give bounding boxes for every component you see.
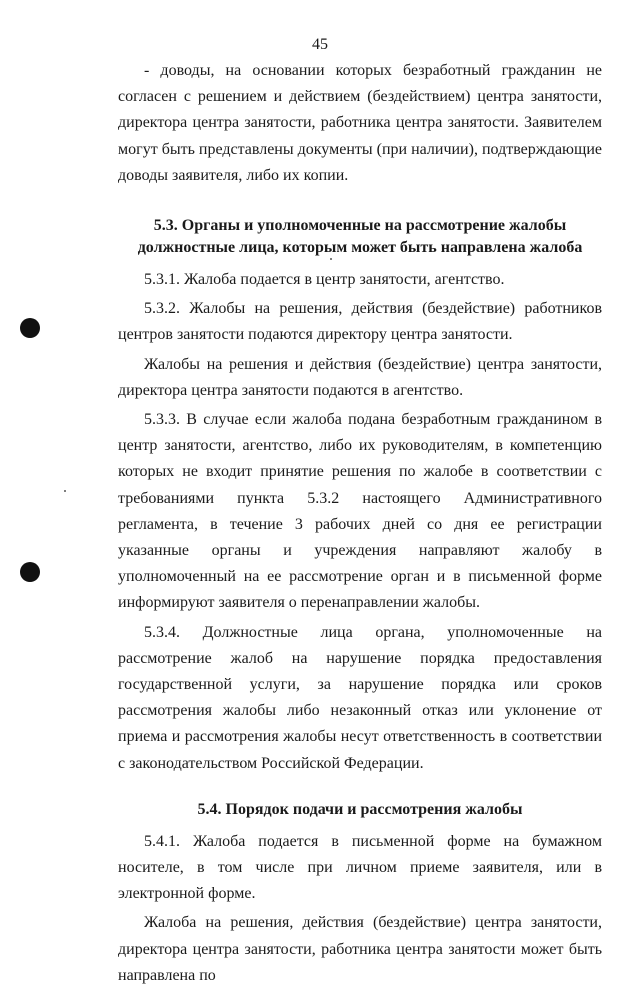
page-number: 45 [312, 36, 328, 53]
punch-hole [20, 318, 40, 338]
punch-hole [20, 562, 40, 582]
paragraph: 5.3.3. В случае если жалоба подана безработным гражданином в центр занятости, агентство, либо их руководителям, в компетенцию которых не входит принятие решения по жалобе в соответствии с требованиями пункта 5.3.2 настоящего Административного регламента, в течение 3 рабочих дней со дня ее регистрации указанные органы и учреждения направляют жалобу в уполномоченный на ее рассмотрение орган и в письменной форме информируют заявителя о перенаправлении жалобы. [118, 411, 602, 612]
paragraph: 5.3.1. Жалоба подается в центр занятости, агентство. [144, 271, 505, 289]
section-heading: 5.4. Порядок подачи и рассмотрения жалобы [197, 800, 523, 818]
document-body [118, 58, 602, 989]
paragraph: 5.3.2. Жалобы на решения, действия (бездействие) работников центров занятости подаются директору центра занятости. [118, 300, 602, 344]
section-heading: 5.3. Органы и уполномоченные на рассмотрение жалобы должностные лица, которым может быть направлена жалоба [137, 217, 583, 257]
paragraph: 5.3.4. Должностные лица органа, уполномоченные на рассмотрение жалоб на нарушение порядка предоставления государственной услуги, за нарушение порядка или сроков рассмотрения жалобы либо незаконный отказ или уклонение от приема и рассмотрения жалобы несут ответственность в соответствии с законодательством Российской Федерации. [118, 623, 602, 772]
paragraph: Жалобы на решения и действия (бездействие) центра занятости, директора центра занятости подаются в агентство. [118, 355, 602, 399]
paragraph: Жалоба на решения, действия (бездействие) центра занятости, директора центра занятости, работника центра занятости может быть направлена по [118, 914, 602, 984]
scan-speck [64, 490, 66, 492]
paragraph: - доводы, на основании которых безработный гражданин не согласен с решением и действием (бездействием) центра занятости, директора центра занятости, работника центра занятости. Заявителем могут быть представлены документы (при наличии), подтверждающие доводы заявителя, либо их копии. [118, 62, 602, 184]
paragraph: 5.4.1. Жалоба подается в письменной форме на бумажном носителе, в том числе при личном приеме заявителя, или в электронной форме. [118, 832, 602, 903]
